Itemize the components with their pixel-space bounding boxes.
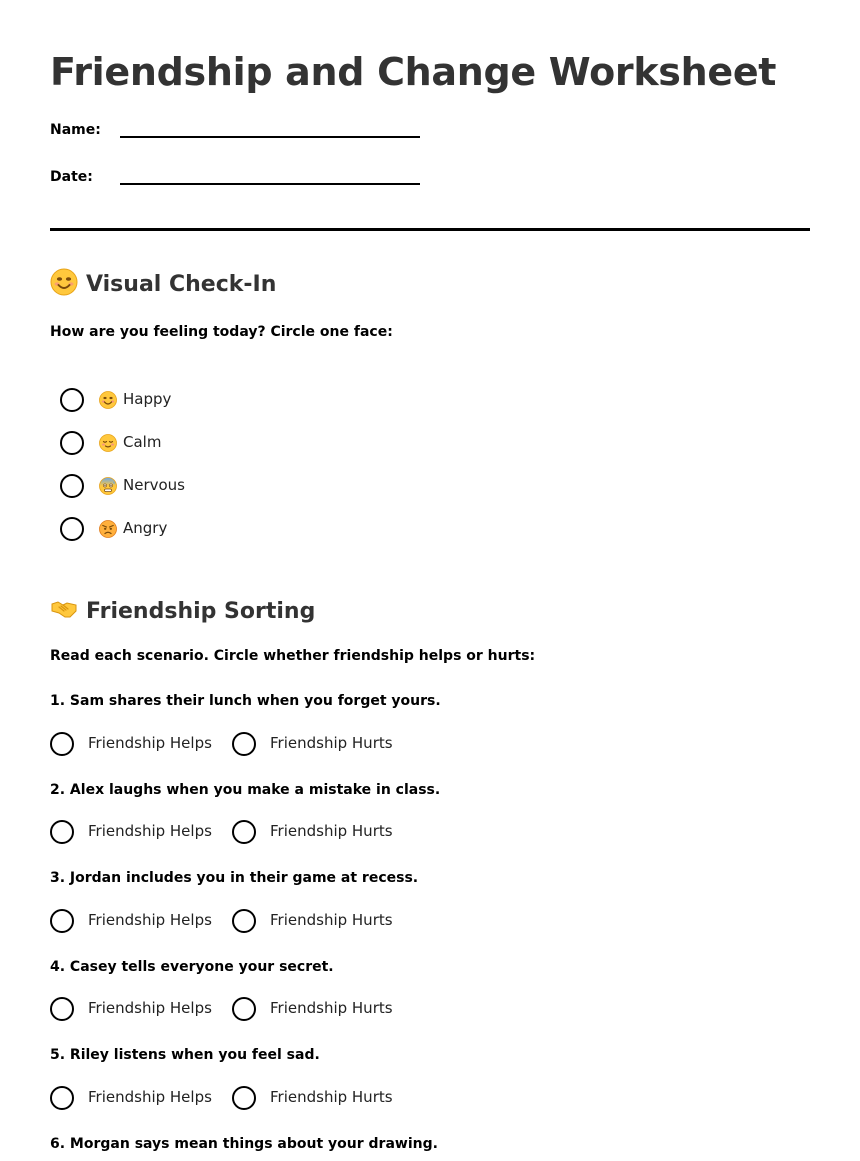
helps-label: Friendship Helps (88, 999, 212, 1017)
nervous-face-icon (99, 477, 117, 495)
scenario-text: 6. Morgan says mean things about your drawing. (50, 1136, 438, 1152)
header-divider (50, 228, 810, 231)
mood-circle[interactable] (60, 431, 84, 455)
mood-label: Angry (123, 519, 168, 537)
scenario-text: 4. Casey tells everyone your secret. (50, 959, 334, 975)
mood-circle[interactable] (60, 388, 84, 412)
hurts-label: Friendship Hurts (270, 911, 393, 929)
mood-circle[interactable] (60, 474, 84, 498)
checkin-question: How are you feeling today? Circle one face: (50, 324, 393, 340)
helps-label: Friendship Helps (88, 822, 212, 840)
helps-circle[interactable] (50, 1086, 74, 1110)
scenario-choices (50, 732, 470, 758)
hurts-circle[interactable] (232, 909, 256, 933)
hurts-circle[interactable] (232, 997, 256, 1021)
hurts-label: Friendship Hurts (270, 734, 393, 752)
checkin-heading (50, 268, 276, 297)
mood-label: Nervous (123, 476, 185, 494)
sorting-heading-text: Friendship Sorting (86, 599, 316, 624)
hurts-circle[interactable] (232, 1086, 256, 1110)
date-input-line[interactable] (120, 183, 420, 185)
checkin-heading-text: Visual Check-In (86, 272, 277, 297)
name-label: Name: (50, 122, 101, 138)
date-label: Date: (50, 169, 93, 185)
hurts-circle[interactable] (232, 732, 256, 756)
scenario-text: 1. Sam shares their lunch when you forget yours. (50, 693, 441, 709)
hurts-label: Friendship Hurts (270, 999, 393, 1017)
mood-option-happy[interactable] (60, 388, 360, 414)
helps-label: Friendship Helps (88, 734, 212, 752)
helps-circle[interactable] (50, 732, 74, 756)
scenario-choices (50, 820, 470, 846)
mood-option-calm[interactable] (60, 431, 360, 457)
helps-label: Friendship Helps (88, 911, 212, 929)
handshake-icon (50, 595, 78, 623)
helps-circle[interactable] (50, 909, 74, 933)
scenario-text: 3. Jordan includes you in their game at recess. (50, 870, 419, 886)
angry-face-icon (99, 520, 117, 538)
page-title: Friendship and Change Worksheet (50, 50, 777, 94)
hurts-label: Friendship Hurts (270, 1088, 393, 1106)
mood-label: Calm (123, 433, 162, 451)
mood-option-angry[interactable] (60, 517, 360, 543)
scenario-choices (50, 997, 470, 1023)
mood-label: Happy (123, 390, 172, 408)
helps-circle[interactable] (50, 820, 74, 844)
date-field[interactable] (50, 169, 450, 199)
scenario-text: 2. Alex laughs when you make a mistake in class. (50, 782, 441, 798)
name-input-line[interactable] (120, 136, 420, 138)
hurts-circle[interactable] (232, 820, 256, 844)
name-field[interactable] (50, 122, 450, 152)
scenario-text: 5. Riley listens when you feel sad. (50, 1047, 320, 1063)
scenario-choices (50, 909, 470, 935)
scenario-choices (50, 1086, 470, 1112)
sorting-heading (50, 595, 315, 624)
helps-circle[interactable] (50, 997, 74, 1021)
mood-circle[interactable] (60, 517, 84, 541)
smiling-face-icon (50, 268, 78, 296)
sorting-instructions: Read each scenario. Circle whether friendship helps or hurts: (50, 648, 536, 664)
helps-label: Friendship Helps (88, 1088, 212, 1106)
mood-option-nervous[interactable] (60, 474, 360, 500)
calm-face-icon (99, 434, 117, 452)
happy-face-icon (99, 391, 117, 409)
hurts-label: Friendship Hurts (270, 822, 393, 840)
